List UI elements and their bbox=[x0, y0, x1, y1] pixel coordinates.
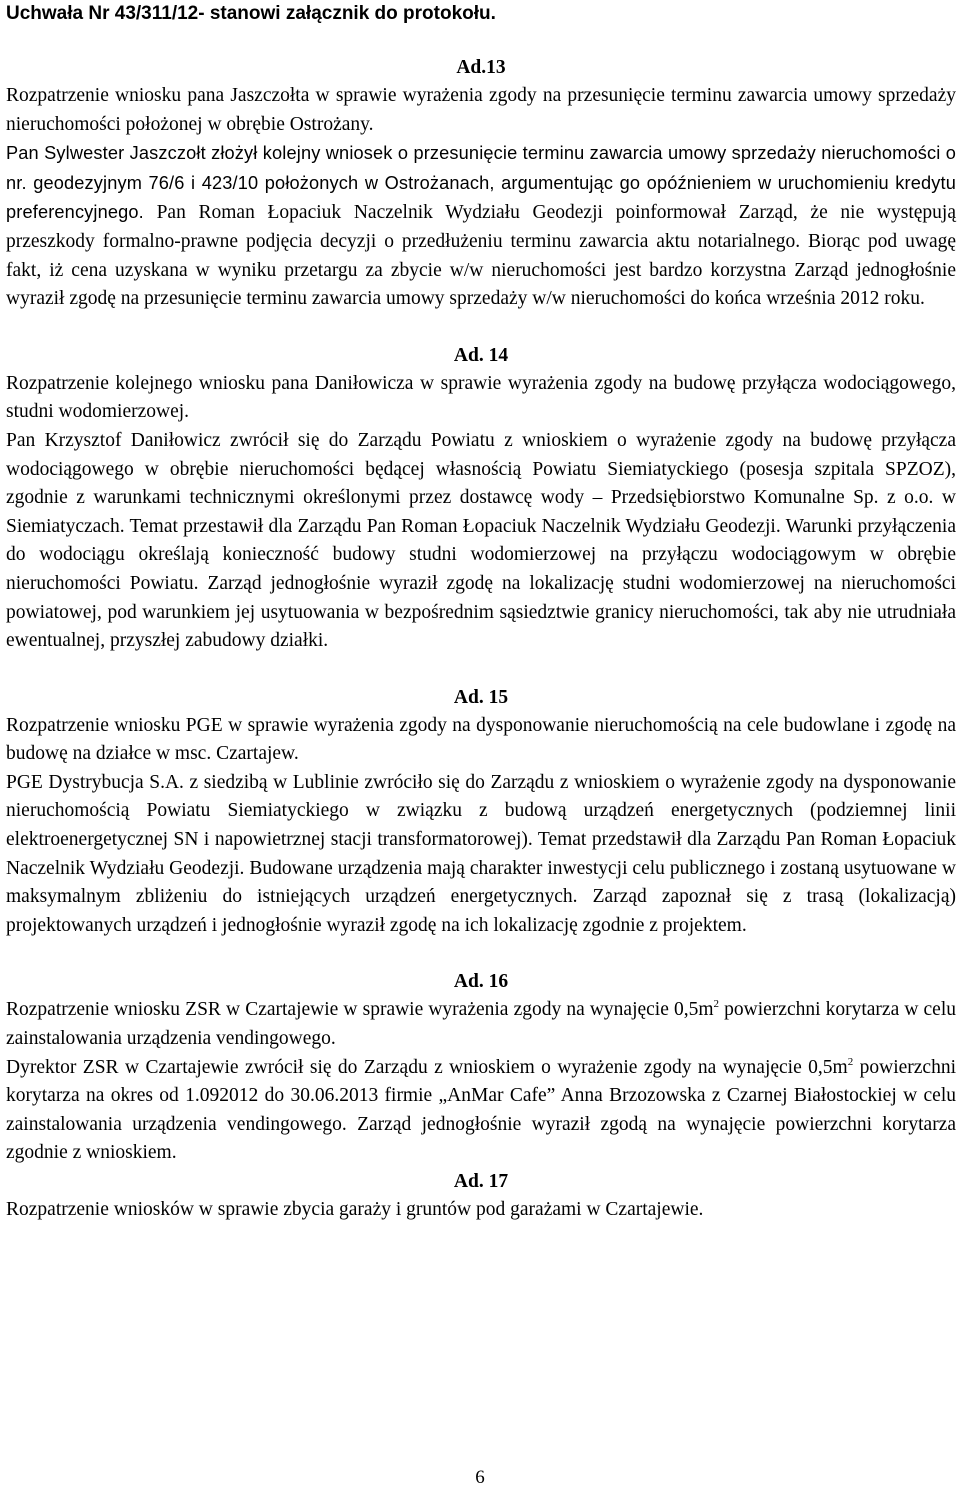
section-ad13 bbox=[6, 54, 956, 314]
section-subject: Rozpatrzenie wniosku PGE w sprawie wyrażenia zgody na dysponowanie nieruchomością na cele budowlane i zgodę na budowę na działce w msc. Czartajew. bbox=[6, 714, 956, 765]
section-subject-part: Rozpatrzenie wniosku ZSR w Czartajewie w sprawie wyrażenia zgody na wynajęcie 0,5m bbox=[6, 999, 714, 1021]
section-title: Ad. 16 bbox=[453, 971, 509, 993]
section-subject: Rozpatrzenie kolejnego wniosku pana Daniłowicza w sprawie wyrażenia zgody na budowę przyłącza wodociągowego, studni wodomierzowej. bbox=[6, 372, 956, 423]
section-title: Ad. 14 bbox=[453, 344, 509, 366]
section-title: Ad.13 bbox=[456, 57, 506, 78]
section-ad14 bbox=[6, 342, 956, 656]
section-ad17 bbox=[6, 1168, 956, 1225]
page-number: 6 bbox=[475, 1467, 485, 1488]
superscript-two: 2 bbox=[847, 1055, 854, 1068]
document-header: Uchwała Nr 43/311/12- stanowi załącznik do protokołu. bbox=[6, 3, 496, 24]
section-body: Pan Krzysztof Daniłowicz zwrócił się do Zarządu Powiatu z wnioskiem o wyrażenie zgody na budowę przyłącza wodociągowego w obrębie nieruchomości będącej własnością Powiatu Siemiatyckiego (posesja szpitala SPZOZ), zgodnie z warunkami technicznymi określonymi przez dostawcę wody – Przedsiębiorstwo Komunalne Sp. z o.o. w Siemiatyczach. Temat przestawił dla Zarządu Pan Roman Łopaciuk Naczelnik Wydziału Geodezji. Warunki przyłączenia do wodociągu określają konieczność budowy studni wodomierzowej na przyłączu wodociągowym w obrębie nieruchomości Powiatu. Zarząd jednogłośnie wyraził zgodę na lokalizację studni wodomierzowej na nieruchomości powiatowej, pod warunkiem jej usytuowania w bezpośrednim sąsiedztwie granicy nieruchomości, tak aby nie utrudniała ewentualnej, przyszłej zabudowy działki. bbox=[6, 429, 956, 652]
section-body-part: Pan Sylwester Jaszczołt złożył kolejny wniosek o przesunięcie terminu zawarcia umowy sprzedaży nieruchomości o nr. geodezyjnym 76/6 i 423/10 położonych w Ostrożanach, argumentując go opóźnieniem w uruchomieniu kredytu preferencyjnego. bbox=[6, 143, 956, 223]
section-body-part: powierzchni korytarza na okres od 1.092012 do 30.06.2013 firmie „AnMar Cafe” Anna Brzozowska z Czarnej Białostockiej w celu zainstalowania urządzenia vendingowego. Zarząd jednogłośnie wyraził zgodą na wynajęcie powierzchni korytarza zgodnie z wnioskiem. bbox=[6, 1056, 956, 1164]
section-title: Ad. 15 bbox=[453, 686, 509, 708]
section-ad16 bbox=[6, 968, 956, 1168]
section-ad15 bbox=[6, 684, 956, 941]
section-body bbox=[6, 1054, 956, 1168]
section-body-part: Dyrektor ZSR w Czartajewie zwrócił się do Zarządu z wnioskiem o wyrażenie zgody na wynajęcie 0,5m bbox=[6, 1056, 848, 1078]
section-body bbox=[6, 139, 956, 314]
section-subject: Rozpatrzenie wniosku pana Jaszczołta w sprawie wyrażenia zgody na przesunięcie terminu zawarcia umowy sprzedaży nieruchomości położonej w obrębie Ostrożany. bbox=[6, 85, 956, 135]
section-subject-part: powierzchni korytarza w celu zainstalowania urządzenia vendingowego. bbox=[6, 999, 957, 1050]
document-body bbox=[6, 54, 956, 1225]
section-title: Ad. 17 bbox=[453, 1171, 509, 1192]
section-body-part: Pan Roman Łopaciuk Naczelnik Wydziału Geodezji poinformował Zarząd, że nie występują przeszkody formalno-prawne podjęcia decyzji o przedłużeniu terminu zawarcia aktu notarialnego. Biorąc pod uwagę fakt, iż cena uzyskana w wyniku przetargu za zbycie w/w nieruchomości jest bardzo korzystna Zarząd jednogłośnie wyraził zgodę na przesunięcie terminu zawarcia umowy sprzedaży w/w nieruchomości do końca września 2012 roku. bbox=[6, 202, 956, 310]
section-subject bbox=[6, 996, 956, 1053]
superscript-two: 2 bbox=[713, 998, 720, 1011]
section-body: PGE Dystrybucja S.A. z siedzibą w Lublinie zwróciło się do Zarządu z wnioskiem o wyrażenie zgody na dysponowanie nieruchomością Powiatu Siemiatyckiego w związku z budową urządzeń energetycznych (podziemnej linii elektroenergetycznej SN i napowietrznej stacji transformatorowej). Temat przedstawił dla Zarządu Pan Roman Łopaciuk Naczelnik Wydziału Geodezji. Budowane urządzenia mają charakter inwestycji celu publicznego i zostaną usytuowane w maksymalnym zbliżeniu do istniejących urządzeń energetycznych. Zarząd zapoznał się z trasą (lokalizacją) projektowanych urządzeń i jednogłośnie wyraził zgodę na ich lokalizację zgodnie z projektem. bbox=[6, 771, 956, 936]
section-subject: Rozpatrzenie wniosków w sprawie zbycia garaży i gruntów pod garażami w Czartajewie. bbox=[6, 1199, 704, 1220]
